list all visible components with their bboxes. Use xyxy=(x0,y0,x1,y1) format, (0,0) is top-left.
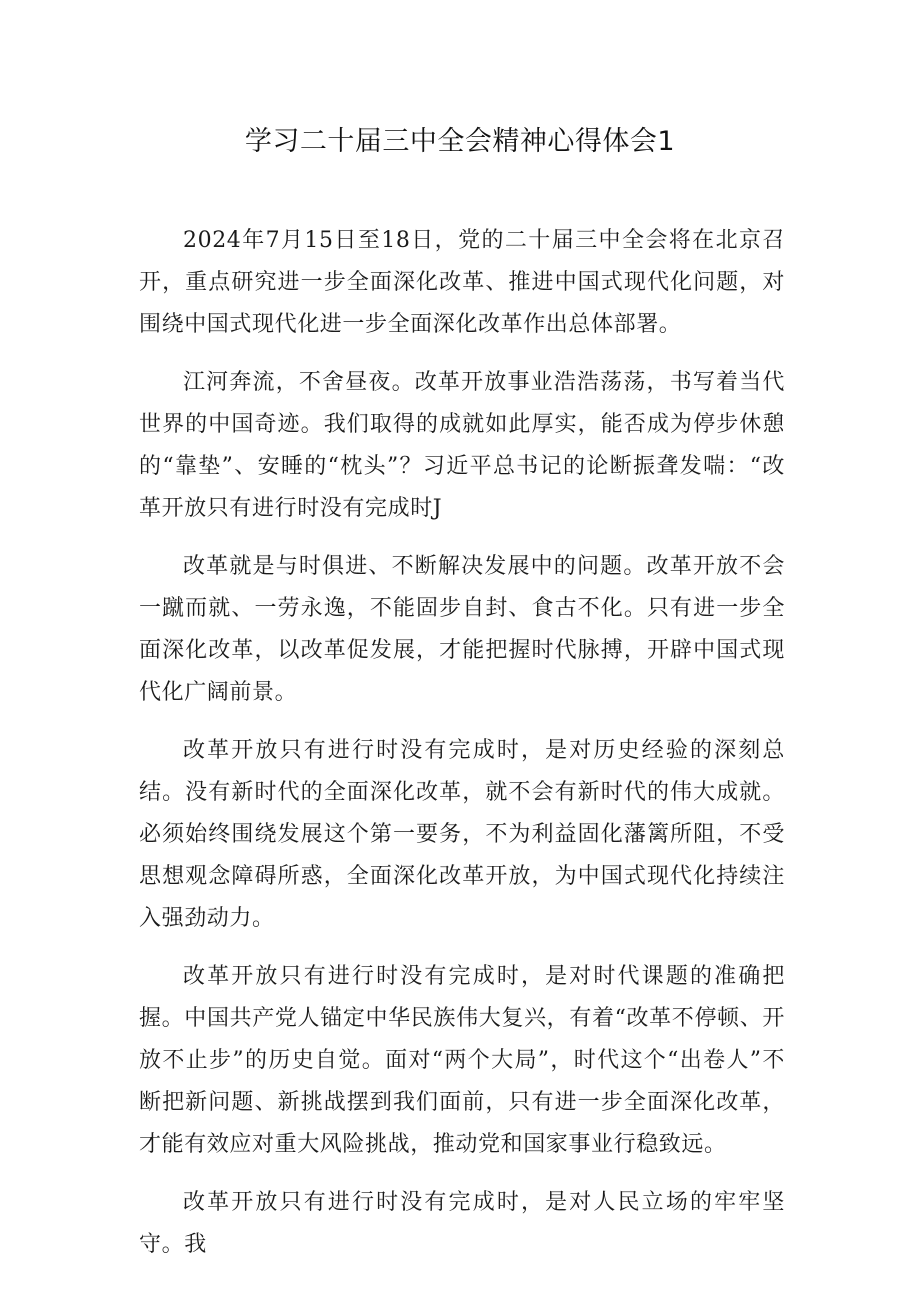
paragraph-2: 江河奔流，不舍昼夜。改革开放事业浩浩荡荡，书写着当代世界的中国奇迹。我们取得的成就如此厚实，能否成为停步休憩的“靠垫”、安睡的“枕头”？习近平总书记的论断振聋发喘：“改革开放只有进行时没有完成时J xyxy=(139,370,785,521)
paragraph-5: 改革开放只有进行时没有完成时，是对时代课题的准确把握。中国共产党人锚定中华民族伟大复兴，有着“改革不停顿、开放不止步”的历史自觉。面对“两个大局”，时代这个“出卷人”不断把新问题、新挑战摆到我们面前，只有进一步全面深化改革，才能有效应对重大风险挑战，推动党和国家事业行稳致远。 xyxy=(139,964,785,1157)
paragraph-1: 2024年7月15日至18日，党的二十届三中全会将在北京召开，重点研究进一步全面深化改革、推进中国式现代化问题，对围绕中国式现代化进一步全面深化改革作出总体部署。 xyxy=(139,228,785,337)
paragraph-6: 改革开放只有进行时没有完成时，是对人民立场的牢牢坚守。我 xyxy=(139,1190,785,1257)
document-title: 学习二十届三中全会精神心得体会1 xyxy=(244,126,676,157)
paragraph-4: 改革开放只有进行时没有完成时，是对历史经验的深刻总结。没有新时代的全面深化改革，就不会有新时代的伟大成就。必须始终围绕发展这个第一要务，不为利益固化藩篱所阻，不受思想观念障碍所惑，全面深化改革开放，为中国式现代化持续注入强劲动力。 xyxy=(139,738,785,931)
document-body xyxy=(139,220,785,1282)
paragraph-3: 改革就是与时俱进、不断解决发展中的问题。改革开放不会一蹴而就、一劳永逸，不能固步自封、食古不化。只有进一步全面深化改革，以改革促发展，才能把握时代脉搏，开辟中国式现代化广阔前景。 xyxy=(139,554,785,705)
